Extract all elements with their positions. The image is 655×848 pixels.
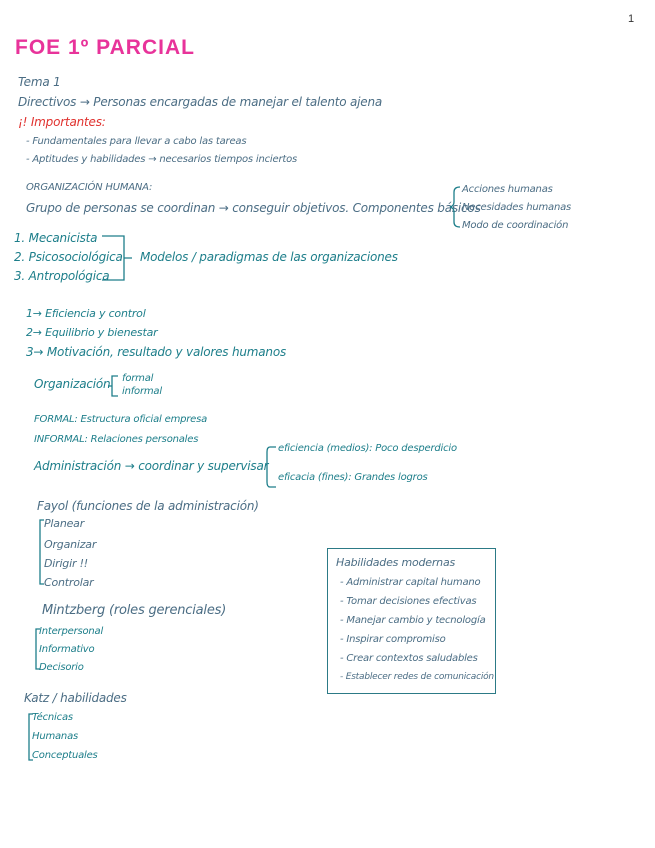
component-item: Necesidades humanas (462, 202, 572, 213)
organizacion-brace (110, 374, 122, 398)
box-item: - Tomar decisiones efectivas (340, 596, 477, 607)
organizacion-label: Organización (34, 377, 111, 391)
mintzberg-heading: Mintzberg (roles gerenciales) (42, 603, 227, 618)
models-bracket (102, 234, 136, 282)
box-title: Habilidades modernas (336, 556, 456, 569)
model-note: 1→ Eficiencia y control (26, 307, 146, 320)
informal-definition: INFORMAL: Relaciones personales (34, 434, 199, 445)
models-label: Modelos / paradigmas de las organizaciones (140, 250, 398, 264)
katz-heading: Katz / habilidades (24, 691, 127, 705)
mintzberg-item: Decisorio (39, 662, 84, 673)
mintzberg-item: Interpersonal (39, 626, 104, 637)
fayol-heading: Fayol (funciones de la administración) (37, 499, 259, 513)
administracion-branch: eficacia (fines): Grandes logros (278, 472, 428, 483)
katz-item: Técnicas (32, 712, 73, 723)
mintzberg-item: Informativo (39, 644, 95, 655)
fayol-item: Planear (44, 517, 85, 530)
formal-definition: FORMAL: Estructura oficial empresa (34, 414, 208, 425)
administracion-branch: eficiencia (medios): Poco desperdicio (278, 443, 457, 454)
org-humana-heading: ORGANIZACIÓN HUMANA: (26, 182, 153, 193)
directivos-definition: Directivos → Personas encargadas de manejar el talento ajena (18, 95, 383, 109)
bullet-item: - Fundamentales para llevar a cabo las tareas (26, 136, 247, 147)
component-item: Modo de coordinación (462, 220, 569, 231)
importantes-label: ¡! Importantes: (18, 115, 106, 129)
model-item: 3. Antropológica (14, 269, 110, 283)
page-number: 1 (628, 13, 635, 25)
components-brace (450, 186, 462, 228)
box-item: - Crear contextos saludables (340, 653, 478, 664)
katz-item: Conceptuales (32, 750, 98, 761)
organizacion-type: formal (122, 373, 154, 384)
component-item: Acciones humanas (462, 184, 553, 195)
fayol-item: Controlar (44, 576, 94, 589)
model-item: 2. Psicosociológica (14, 250, 123, 264)
organizacion-type: informal (122, 386, 162, 397)
box-item: - Administrar capital humano (340, 577, 481, 588)
model-item: 1. Mecanicista (14, 231, 98, 245)
administracion-brace (264, 446, 278, 488)
model-note: 2→ Equilibrio y bienestar (26, 326, 158, 339)
org-humana-definition: Grupo de personas se coordinan → conseguir objetivos. Componentes básicos (26, 201, 481, 215)
katz-item: Humanas (32, 731, 79, 742)
box-item: - Inspirar compromiso (340, 634, 446, 645)
model-note: 3→ Motivación, resultado y valores humanos (26, 345, 287, 359)
topic-heading: Tema 1 (18, 75, 61, 89)
page-title: FOE 1º PARCIAL (15, 36, 195, 59)
administracion-label: Administración → coordinar y supervisar (34, 459, 269, 473)
fayol-item: Organizar (44, 538, 97, 551)
box-item: - Manejar cambio y tecnología (340, 615, 486, 626)
box-item: - Establecer redes de comunicación (340, 672, 494, 682)
bullet-item: - Aptitudes y habilidades → necesarios tiempos inciertos (26, 154, 298, 165)
fayol-item: Dirigir !! (44, 557, 88, 570)
